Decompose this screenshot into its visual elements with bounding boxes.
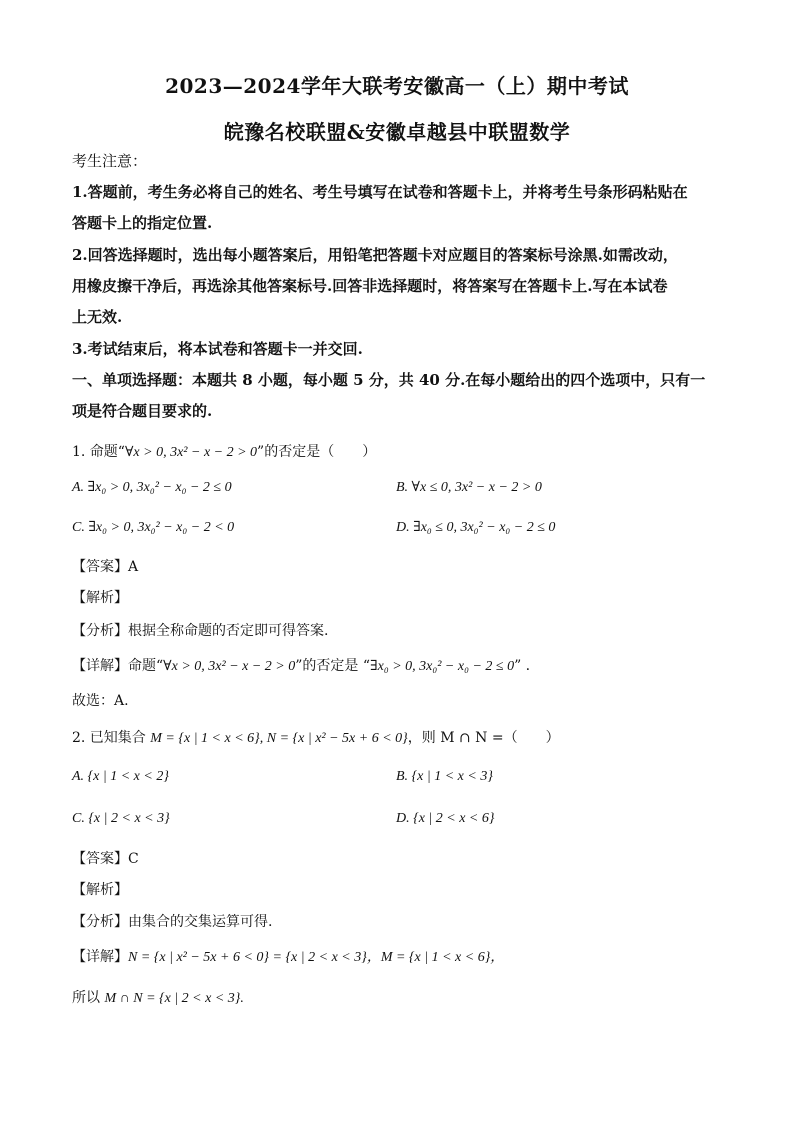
question-2-prefix: 2. 已知集合 (72, 730, 151, 746)
section-heading-line-1: 一、单项选择题：本题共 8 小题，每小题 5 分，共 40 分.在每小题给出的四个选项中，只有一 (72, 371, 706, 389)
question-1-answer (72, 556, 732, 576)
question-1-suffix: ”的否定是（ ） (257, 444, 377, 460)
answer-label: 【答案】 (72, 559, 128, 575)
question-1-option-b: B. ∀x ≤ 0, 3x² − x − 2 > 0 (396, 480, 542, 495)
question-1-fenxi (72, 620, 732, 640)
question-2-xiangjie (72, 946, 732, 966)
analysis-label: 【解析】 (72, 590, 128, 606)
exam-subtitle: 皖豫名校联盟&安徽卓越县中联盟数学 (223, 120, 571, 144)
section-heading-line-2: 项是符合题目要求的. (72, 402, 213, 420)
notice-item-1-line-1: 1.答题前，考生务必将自己的姓名、考生号填写在试卷和答题卡上，并将考生号条形码粘贴在 (72, 183, 688, 201)
notice-item-1-line-2: 答题卡上的指定位置. (72, 214, 213, 232)
notice-item-3: 3.考试结束后，将本试卷和答题卡一并交回. (72, 340, 363, 358)
xiangjie-label: 【详解】 (72, 658, 128, 674)
analysis-label: 【解析】 (72, 882, 128, 898)
notice-item-2-line-1: 2.回答选择题时，选出每小题答案后，用铅笔把答题卡对应题目的答案标号涂黑.如需改动， (72, 246, 678, 264)
question-2-analysis-label (72, 879, 732, 899)
notice-item-2-line-2: 用橡皮擦干净后，再选涂其他答案标号.回答非选择题时，将答案写在答题卡上.写在本试卷 (72, 277, 668, 295)
so-formula: M ∩ N = {x | 2 < x < 3}. (104, 991, 244, 1006)
question-1-xiangjie (72, 655, 732, 675)
xiangjie-formula-1: ∀x > 0, 3x² − x − 2 > 0 (163, 659, 296, 674)
fenxi-label: 【分析】 (72, 623, 128, 639)
question-2-stem (72, 727, 732, 747)
question-1-choose: 故选：A. (72, 693, 129, 709)
question-2-option-a: A. {x | 1 < x < 2} (72, 769, 169, 784)
answer-label: 【答案】 (72, 851, 128, 867)
question-1-option-a: A. ∃x₀ > 0, 3x₀² − x₀ − 2 ≤ 0 (72, 480, 232, 495)
xiangjie-text-c: ” . (514, 658, 531, 674)
question-2-option-b: B. {x | 1 < x < 3} (396, 769, 493, 784)
question-2-suffix: ，则 M ∩ N =（ ） (407, 730, 560, 746)
fenxi-text: 根据全称命题的否定即可得答案. (128, 623, 329, 639)
question-2-fenxi (72, 911, 732, 931)
question-1-analysis-label (72, 587, 732, 607)
answer-value: C (128, 851, 139, 867)
so-prefix: 所以 (72, 990, 105, 1006)
question-1-formula: ∀x > 0, 3x² − x − 2 > 0 (124, 445, 258, 460)
question-2-answer (72, 848, 732, 868)
fenxi-label: 【分析】 (72, 914, 128, 930)
question-2-formula: M = {x | 1 < x < 6}, N = {x | x² − 5x + 6 < 0} (150, 731, 408, 746)
xiangjie-text-a: 命题“ (128, 658, 164, 674)
xiangjie-formula-2: ∃x₀ > 0, 3x₀² − x₀ − 2 ≤ 0 (370, 659, 515, 674)
question-2-option-c: C. {x | 2 < x < 3} (72, 811, 170, 826)
question-1-option-d: D. ∃x₀ ≤ 0, 3x₀² − x₀ − 2 ≤ 0 (396, 520, 556, 535)
question-1-stem (72, 441, 732, 461)
question-2-option-d: D. {x | 2 < x < 6} (396, 811, 495, 826)
exam-title: 2023—2024学年大联考安徽高一（上）期中考试 (165, 74, 629, 98)
notice-heading: 考生注意： (72, 152, 148, 170)
xiangjie-formula: N = {x | x² − 5x + 6 < 0} = {x | 2 < x < 3}，M = {x | 1 < x < 6}， (128, 950, 505, 965)
answer-value: A (128, 559, 139, 575)
question-2-conclusion (72, 987, 732, 1007)
question-1-prefix: 1. 命题“ (72, 444, 125, 460)
xiangjie-text-b: ”的否定是 “ (295, 658, 371, 674)
xiangjie-label: 【详解】 (72, 949, 128, 965)
question-1-option-c: C. ∃x₀ > 0, 3x₀² − x₀ − 2 < 0 (72, 520, 235, 535)
notice-item-2-line-3: 上无效. (72, 308, 123, 326)
fenxi-text: 由集合的交集运算可得. (128, 914, 273, 930)
